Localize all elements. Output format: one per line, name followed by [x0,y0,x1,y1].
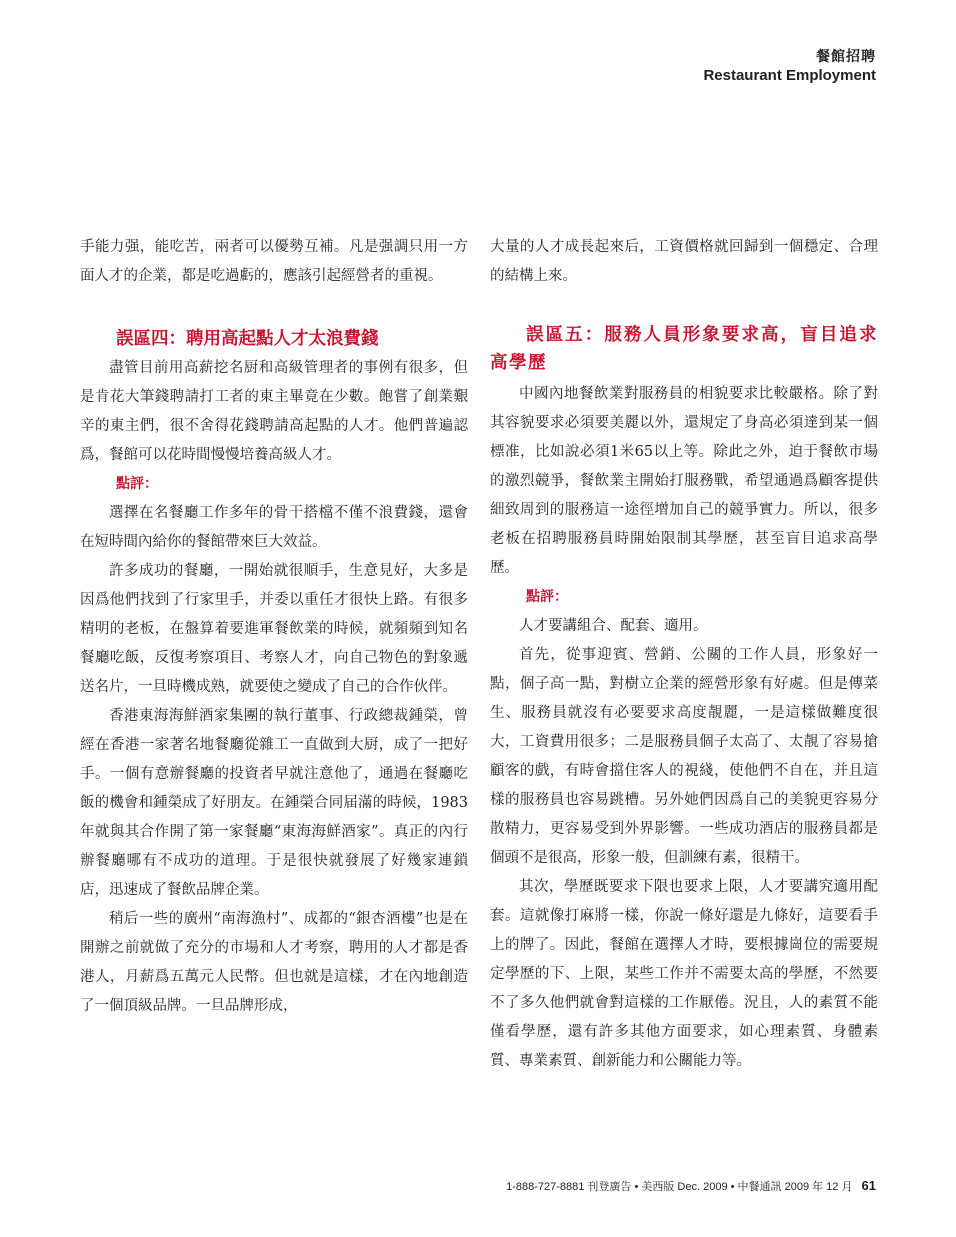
section-heading-myth-4: 誤區四：聘用高起點人才太浪費錢 [116,329,379,349]
page-number: 61 [861,1178,876,1193]
paragraph: 首先，從事迎賓、營銷、公關的工作人員，形象好一點，個子高一點，對樹立企業的經營形象有好處。但是傳菜生、服務員就沒有必要要求高度靚麗，一是這樣做難度很大，工資費用很多；二是服務員個子太高了、太靚了容易搶顧客的戲，有時會擋住客人的視綫，使他們不自在，并且這樣的服務員也容易跳槽。另外她們因爲自己的美貌更容易分散精力，更容易受到外界影響。一些成功酒店的服務員都是個頭不是很高，形象一般，但訓練有素，很精干。 [490,647,878,866]
page-footer [506,1178,876,1195]
section-header [703,46,876,86]
paragraph: 其次，學歷既要求下限也要求上限，人才要講究適用配套。這就像打麻將一樣，你說一條好還是九條好，這要看手上的牌了。因此，餐館在選擇人才時，要根據崗位的需要規定學歷的下、上限，某些工作并不需要太高的學歷，不然要不了多久他們就會對這樣的工作厭倦。況且，人的素質不能僅看學歷，還有許多其他方面要求，如心理素質、身體素質、專業素質、創新能力和公關能力等。 [490,879,878,1069]
paragraph: 手能力强，能吃苦，兩者可以優勢互補。凡是强調只用一方面人才的企業，都是吃過虧的，應該引起經營者的重視。 [80,239,468,284]
footer-text: 1-888-727-8881 刊登廣告 • 美西版 Dec. 2009 • 中餐通訊 2009 年 12 月 [506,1181,853,1193]
comment-label: 點評： [116,476,158,492]
paragraph: 許多成功的餐廳，一開始就很順手，生意見好，大多是因爲他們找到了行家里手，并委以重任才很快上路。有很多精明的老板，在盤算着要進軍餐飲業的時候，就頻頻到知名餐廳吃飯，反復考察項目、考察人才，向自己物色的對象遞送名片，一旦時機成熟，就要使之變成了自己的合作伙伴。 [80,563,468,695]
section-heading-myth-5: 誤區五：服務人員形象要求高，盲目追求高學歷 [490,325,878,373]
right-column [490,233,878,1076]
left-column [80,233,468,1021]
comment-label: 點評： [526,589,568,605]
paragraph: 人才要講組合、配套、適用。 [519,618,708,634]
section-title-zh: 餐館招聘 [816,48,876,64]
paragraph: 中國內地餐飲業對服務員的相貌要求比較嚴格。除了對其容貌要求必須要美麗以外，還規定了身高必須達到某一個標准，比如說必須1米65以上等。除此之外，迫于餐飲市場的激烈競爭，餐飲業主開始打服務戰，希望通過爲顧客提供細致周到的服務這一途徑增加自己的競爭實力。所以，很多老板在招聘服務員時開始限制其學歷，甚至盲目追求高學歷。 [490,386,878,576]
paragraph: 大量的人才成長起來后，工資價格就回歸到一個穩定、合理的結構上來。 [490,239,878,284]
paragraph: 稍后一些的廣州“南海漁村”、成都的“銀杏酒樓”也是在開辦之前就做了充分的市場和人才考察，聘用的人才都是香港人，月薪爲五萬元人民幣。但也就是這樣，才在內地創造了一個頂級品牌。一旦品牌形成， [80,911,468,1014]
paragraph: 選擇在名餐廳工作多年的骨干搭檔不僅不浪費錢，還會在短時間內給你的餐館帶來巨大效益。 [80,505,468,550]
paragraph: 盡管目前用高薪挖名厨和高級管理者的事例有很多，但是肯花大筆錢聘請打工者的東主畢竟在少數。飽嘗了創業艱辛的東主們，很不舍得花錢聘請高起點的人才。他們普遍認爲，餐館可以花時間慢慢培養高級人才。 [80,360,468,463]
section-title-en: Restaurant Employment [703,67,876,84]
paragraph: 香港東海海鮮酒家集團的執行董事、行政總裁鍾榮，曾經在香港一家著名地餐廳從雜工一直做到大厨，成了一把好手。一個有意辦餐廳的投資者早就注意他了，通過在餐廳吃飯的機會和鍾榮成了好朋友。在鍾榮合同届滿的時候，1983年就與其合作開了第一家餐廳“東海海鮮酒家”。真正的內行辦餐廳哪有不成功的道理。于是很快就發展了好幾家連鎖店，迅速成了餐飲品牌企業。 [80,708,468,898]
